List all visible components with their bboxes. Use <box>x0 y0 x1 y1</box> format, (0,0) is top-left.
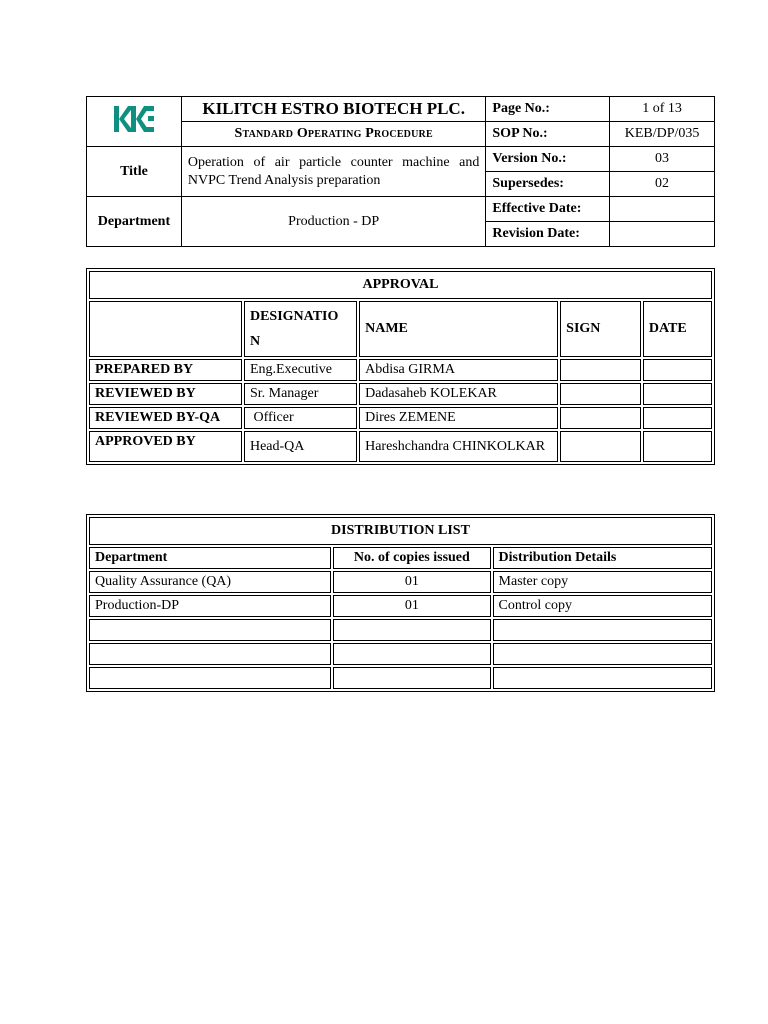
approval-designation: Sr. Manager <box>244 383 357 405</box>
approval-col-name: NAME <box>359 301 558 357</box>
distribution-col-copies: No. of copies issued <box>333 547 490 569</box>
distribution-department <box>89 667 331 689</box>
distribution-caption: DISTRIBUTION LIST <box>89 517 712 545</box>
title-label: Title <box>87 147 182 197</box>
distribution-details <box>493 619 712 641</box>
distribution-copies <box>333 667 490 689</box>
version-value: 03 <box>610 147 715 172</box>
approval-date <box>643 383 712 405</box>
page-no-value: 1 of 13 <box>610 97 715 122</box>
approval-role: REVIEWED BY <box>89 383 242 405</box>
effective-date-label: Effective Date: <box>486 197 610 222</box>
approval-row <box>89 383 712 405</box>
approval-date <box>643 359 712 381</box>
approval-name: Hareshchandra CHINKOLKAR <box>359 431 558 462</box>
approval-name: Abdisa GIRMA <box>359 359 558 381</box>
distribution-col-department: Department <box>89 547 331 569</box>
revision-date-value <box>610 222 715 247</box>
distribution-details <box>493 667 712 689</box>
distribution-department: Quality Assurance (QA) <box>89 571 331 593</box>
distribution-row <box>89 595 712 617</box>
approval-sign <box>560 431 641 462</box>
distribution-copies <box>333 643 490 665</box>
approval-date <box>643 431 712 462</box>
company-name: KILITCH ESTRO BIOTECH PLC. <box>181 97 485 122</box>
distribution-department <box>89 643 331 665</box>
supersedes-value: 02 <box>610 172 715 197</box>
distribution-copies <box>333 619 490 641</box>
sop-no-value: KEB/DP/035 <box>610 122 715 147</box>
approval-role: REVIEWED BY-QA <box>89 407 242 429</box>
department-label: Department <box>87 197 182 247</box>
sop-no-label: SOP No.: <box>486 122 610 147</box>
approval-row <box>89 407 712 429</box>
distribution-department <box>89 619 331 641</box>
revision-date-label: Revision Date: <box>486 222 610 247</box>
distribution-copies: 01 <box>333 595 490 617</box>
approval-row <box>89 431 712 462</box>
title-value: Operation of air particle counter machine and NVPC Trend Analysis preparation <box>181 147 485 197</box>
approval-designation: Head-QA <box>244 431 357 462</box>
sop-heading: Standard Operating Procedure <box>181 122 485 147</box>
distribution-table <box>86 514 715 692</box>
distribution-copies: 01 <box>333 571 490 593</box>
approval-caption: APPROVAL <box>89 271 712 299</box>
approval-sign <box>560 359 641 381</box>
approval-date <box>643 407 712 429</box>
approval-col-designation: DESIGNATIO N <box>244 301 357 357</box>
approval-sign <box>560 407 641 429</box>
distribution-row <box>89 667 712 689</box>
approval-designation: Eng.Executive <box>244 359 357 381</box>
distribution-col-details: Distribution Details <box>493 547 712 569</box>
approval-col-sign: SIGN <box>560 301 641 357</box>
effective-date-value <box>610 197 715 222</box>
approval-name: Dadasaheb KOLEKAR <box>359 383 558 405</box>
distribution-row <box>89 619 712 641</box>
distribution-department: Production-DP <box>89 595 331 617</box>
department-value: Production - DP <box>181 197 485 247</box>
distribution-details <box>493 643 712 665</box>
approval-name: Dires ZEMENE <box>359 407 558 429</box>
approval-row <box>89 359 712 381</box>
distribution-details: Control copy <box>493 595 712 617</box>
company-logo <box>87 97 182 147</box>
page-no-label: Page No.: <box>486 97 610 122</box>
approval-table <box>86 268 715 465</box>
approval-sign <box>560 383 641 405</box>
kilitch-logo-icon <box>113 104 155 134</box>
approval-col-role <box>89 301 242 357</box>
sop-header-table <box>86 96 715 247</box>
version-label: Version No.: <box>486 147 610 172</box>
distribution-row <box>89 643 712 665</box>
approval-designation: Officer <box>244 407 357 429</box>
approval-role: APPROVED BY <box>89 431 242 462</box>
approval-col-date: DATE <box>643 301 712 357</box>
distribution-details: Master copy <box>493 571 712 593</box>
approval-role: PREPARED BY <box>89 359 242 381</box>
distribution-row <box>89 571 712 593</box>
supersedes-label: Supersedes: <box>486 172 610 197</box>
